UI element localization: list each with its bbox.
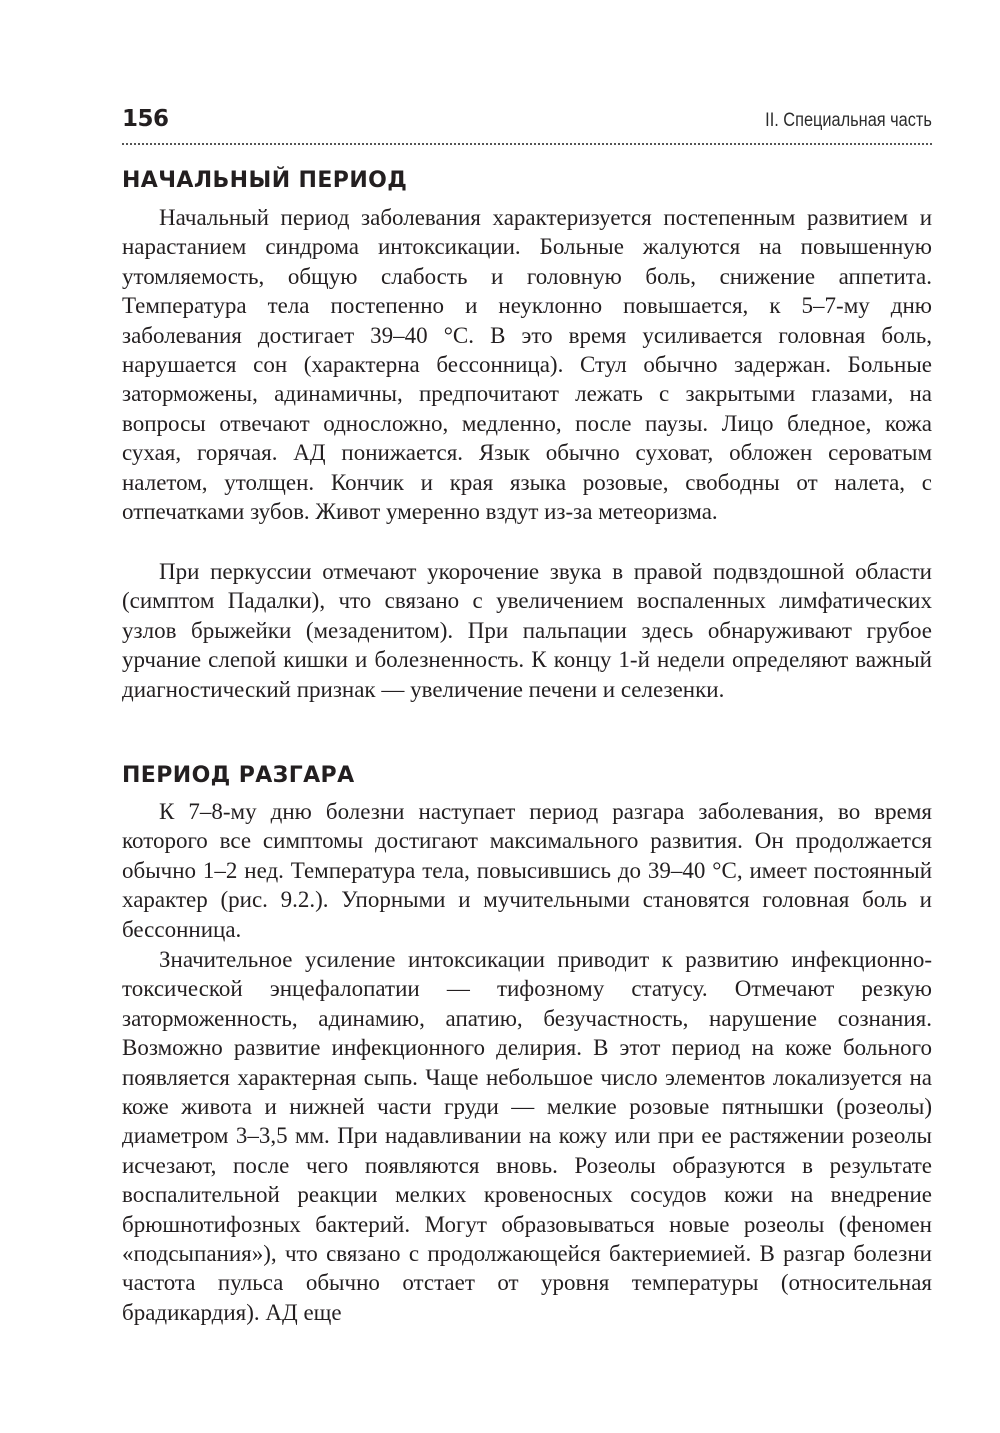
running-section-title: II. Специальная часть — [765, 110, 932, 131]
paragraph-peak-2: Значительное усиление интоксикации приводит к развитию инфекционно-токсической энцефалопатии — тифозному статусу. Отмечают резкую заторможенность, адинамию, апатию, безучастность, нарушение сознания. Возможно развитие инфекционного делирия. В этот период на коже больного появляется характерная сыпь. Чаще небольшое число элементов локализуется на коже живота и нижней части груди — мелкие розовые пятнышки (розеолы) диаметром 3–3,5 мм. При надавливании на кожу или при ее растяжении розеолы исчезают, после чего появляются вновь. Розеолы образуются в результате воспалительной реакции мелких кровеносных сосудов кожи на внедрение брюшнотифозных бактерий. Могут образовываться новые розеолы (феномен «подсыпания»), что связано с продолжающейся бактериемией. В разгар болезни частота пульса обычно отстает от уровня температуры (относительная брадикардия). АД еще — [122, 947, 932, 1325]
paragraph-peak-1: К 7–8-му дню болезни наступает период разгара заболевания, во время которого все симптомы достигают максимального развития. Он продолжается обычно 1–2 нед. Температура тела, повысившись до 39–40 °С, имеет постоянный характер (рис. 9.2.). Упорными и мучительными становятся головная боль и бессонница. — [122, 799, 932, 942]
heading-initial-period: НАЧАЛЬНЫЙ ПЕРИОД — [122, 168, 408, 193]
paragraph-initial-1: Начальный период заболевания характеризуется постепенным развитием и нарастанием синдрома интоксикации. Больные жалуются на повышенную утомляемость, общую слабость и головную боль, снижение аппетита. Температура тела постепенно и неуклонно повышается, к 5–7-му дню заболевания достигает 39–40 °С. В это время усиливается головная боль, нарушается сон (характерна бессонница). Стул обычно задержан. Больные заторможены, адинамичны, предпочитают лежать с закрытыми глазами, на вопросы отвечают односложно, медленно, после паузы. Лицо бледное, кожа сухая, горячая. АД понижается. Язык обычно суховат, обложен сероватым налетом, утолщен. Кончик и края языка розовые, свободны от налета, с отпечатками зубов. Живот умеренно вздут из-за метеоризма. — [122, 205, 932, 525]
running-head — [122, 106, 932, 142]
paragraph-initial-2: При перкуссии отмечают укорочение звука в правой подвздошной области (симптом Падалки), что связано с увеличением воспаленных лимфатических узлов брыжейки (мезаденитом). При пальпации здесь обнаруживают грубое урчание слепой кишки и болезненность. К концу 1-й недели определяют важный диагностический признак — увеличение печени и селезенки. — [122, 559, 932, 702]
heading-peak-period: ПЕРИОД РАЗГАРА — [122, 763, 355, 788]
page-number: 156 — [122, 106, 169, 132]
header-divider — [122, 143, 932, 145]
